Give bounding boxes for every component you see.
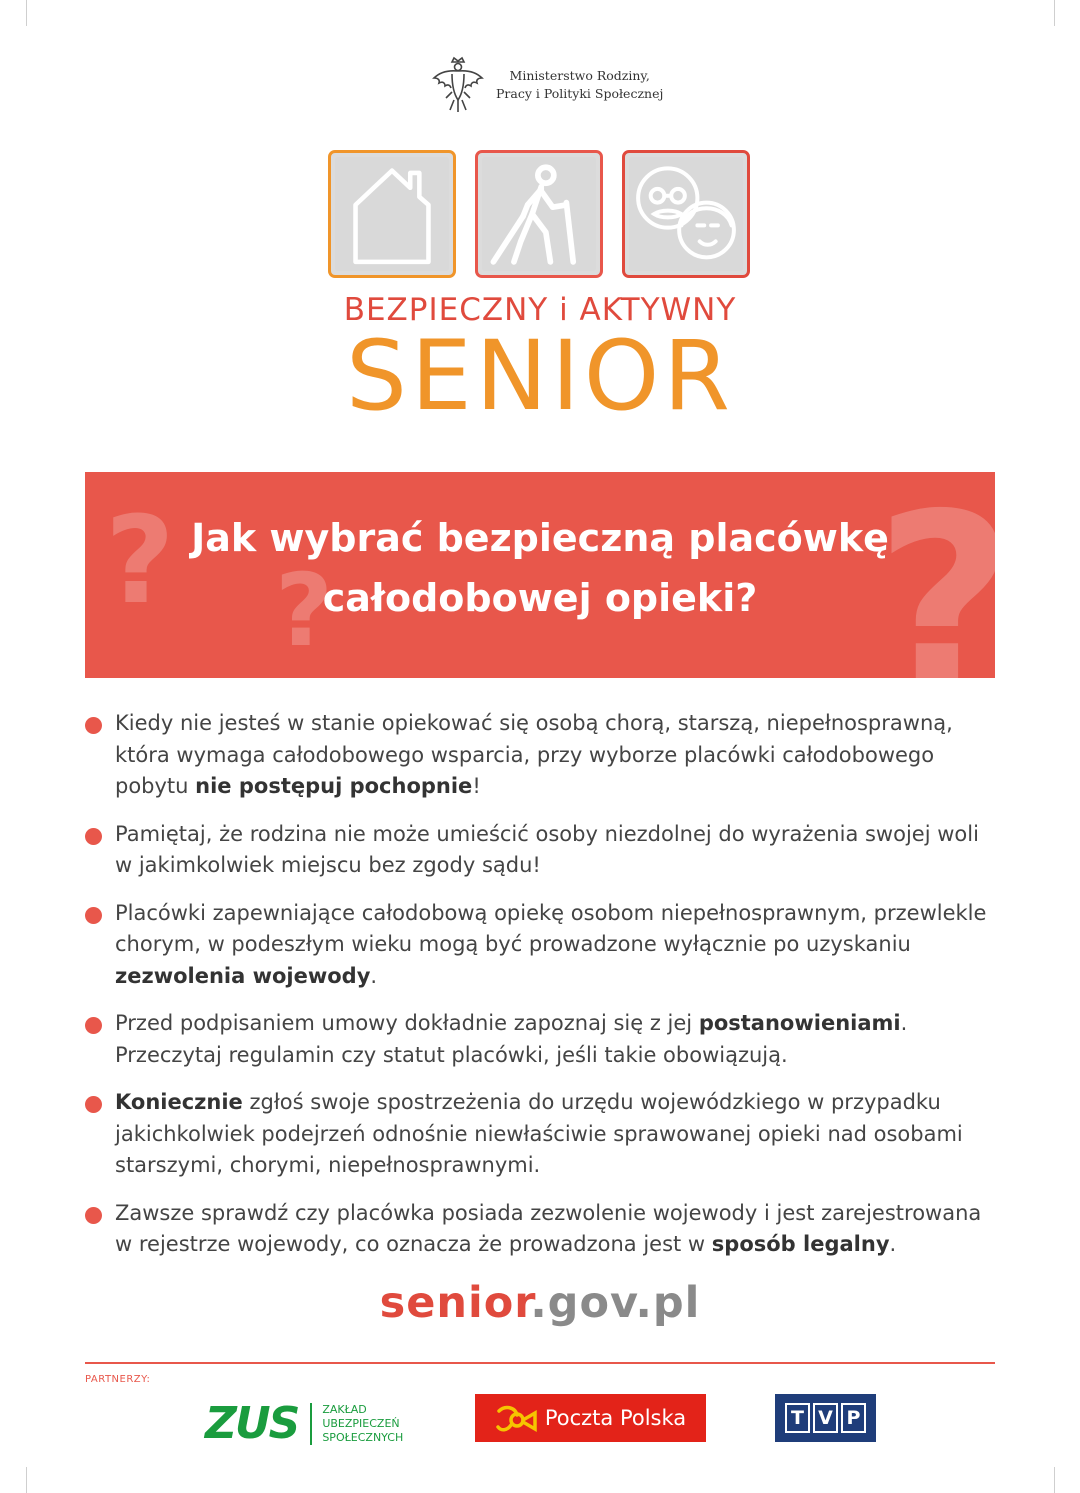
crop-mark [26,0,27,26]
zus-mark: ZUS [205,1398,299,1449]
bullet-dot-icon [85,1017,102,1034]
list-item: Placówki zapewniające całodobową opiekę osobom niepełnosprawnym, przewlekle chorym, w podeszłym wieku mogą być prowadzone wyłącznie po uzyskaniu zezwolenia wojewody. [85,898,1000,993]
crop-mark [1054,0,1055,26]
title-banner [85,462,1015,742]
tvp-logo [775,1394,876,1442]
website-link[interactable] [0,1278,1080,1328]
brand-tagline: BEZPIECZNY i AKTYWNY [343,292,737,328]
tvp-letter: P [841,1403,866,1433]
list-item: Zawsze sprawdź czy placówka posiada zezwolenie wojewody i jest zarejestrowana w rejestrze wojewody, co oznacza że prowadzona jest w sposób legalny. [85,1198,1000,1261]
house-icon [335,157,449,271]
senior-couple-icon [629,157,743,271]
ministry-name [496,67,663,103]
eagle-emblem-icon [430,56,486,114]
list-item: Kiedy nie jesteś w stanie opiekować się osobą chorą, starszą, niepełnosprawną, która wymaga całodobowego wsparcia, przy wyborze placówki całodobowego pobytu nie postępuj pochopnie! [85,708,1000,803]
bullet-dot-icon [85,1096,102,1113]
tvp-letter: V [813,1403,838,1433]
list-item: Koniecznie zgłoś swoje spostrzeżenia do urzędu wojewódzkiego w przypadku jakichkolwiek podejrzeń odnośnie niewłaściwie sprawowanej opieki nad osobami starszymi, chorymi, niepełnosprawnymi. [85,1087,1000,1182]
banner-title-line2: całodobowej opieki? [322,576,758,620]
bullet-dot-icon [85,907,102,924]
post-horn-icon [495,1403,537,1433]
crop-mark [1054,1467,1055,1493]
poczta-polska-name: Poczta Polska [544,1406,687,1430]
website-part1: senior [379,1278,531,1328]
ministry-header [430,56,663,114]
bullet-dot-icon [85,717,102,734]
zus-separator [310,1403,312,1445]
ministry-name-line2: Pracy i Polityki Społecznej [496,86,664,101]
ministry-name-line1: Ministerstwo Rodziny, [509,68,650,83]
partners-label: PARTNERZY: [85,1374,151,1385]
zus-text: ZAKŁAD UBEZPIECZEŃ SPOŁECZNYCH [322,1402,404,1444]
bullet-dot-icon [85,1207,102,1224]
question-mark-decoration: ? [105,492,175,631]
list-item: Pamiętaj, że rodzina nie może umieścić osoby niezdolnej do wyrażenia swojej woli w jakimkolwiek miejscu bez zgody sądu! [85,819,1000,882]
brand-senior: SENIOR [346,320,734,432]
tvp-letter: T [785,1403,810,1433]
advice-list [85,708,1000,1277]
senior-couple-tile [622,150,750,278]
walking-senior-tile [475,150,603,278]
banner-title-line1: Jak wybrać bezpieczną placówkę [191,516,889,560]
walking-senior-icon [482,157,596,271]
zus-logo [205,1398,403,1449]
question-mark-decoration: ? [875,462,1015,742]
poczta-polska-logo [475,1394,706,1442]
question-mark-decoration: ? [275,552,334,669]
website-part2: .gov.pl [530,1278,701,1328]
crop-mark [26,1467,27,1493]
banner-title [85,508,995,628]
bullet-dot-icon [85,828,102,845]
list-item: Przed podpisaniem umowy dokładnie zapoznaj się z jej postanowieniami. Przeczytaj regulamin czy statut placówki, jeśli takie obowiązują. [85,1008,1000,1071]
partners-divider [85,1362,995,1364]
house-tile [328,150,456,278]
